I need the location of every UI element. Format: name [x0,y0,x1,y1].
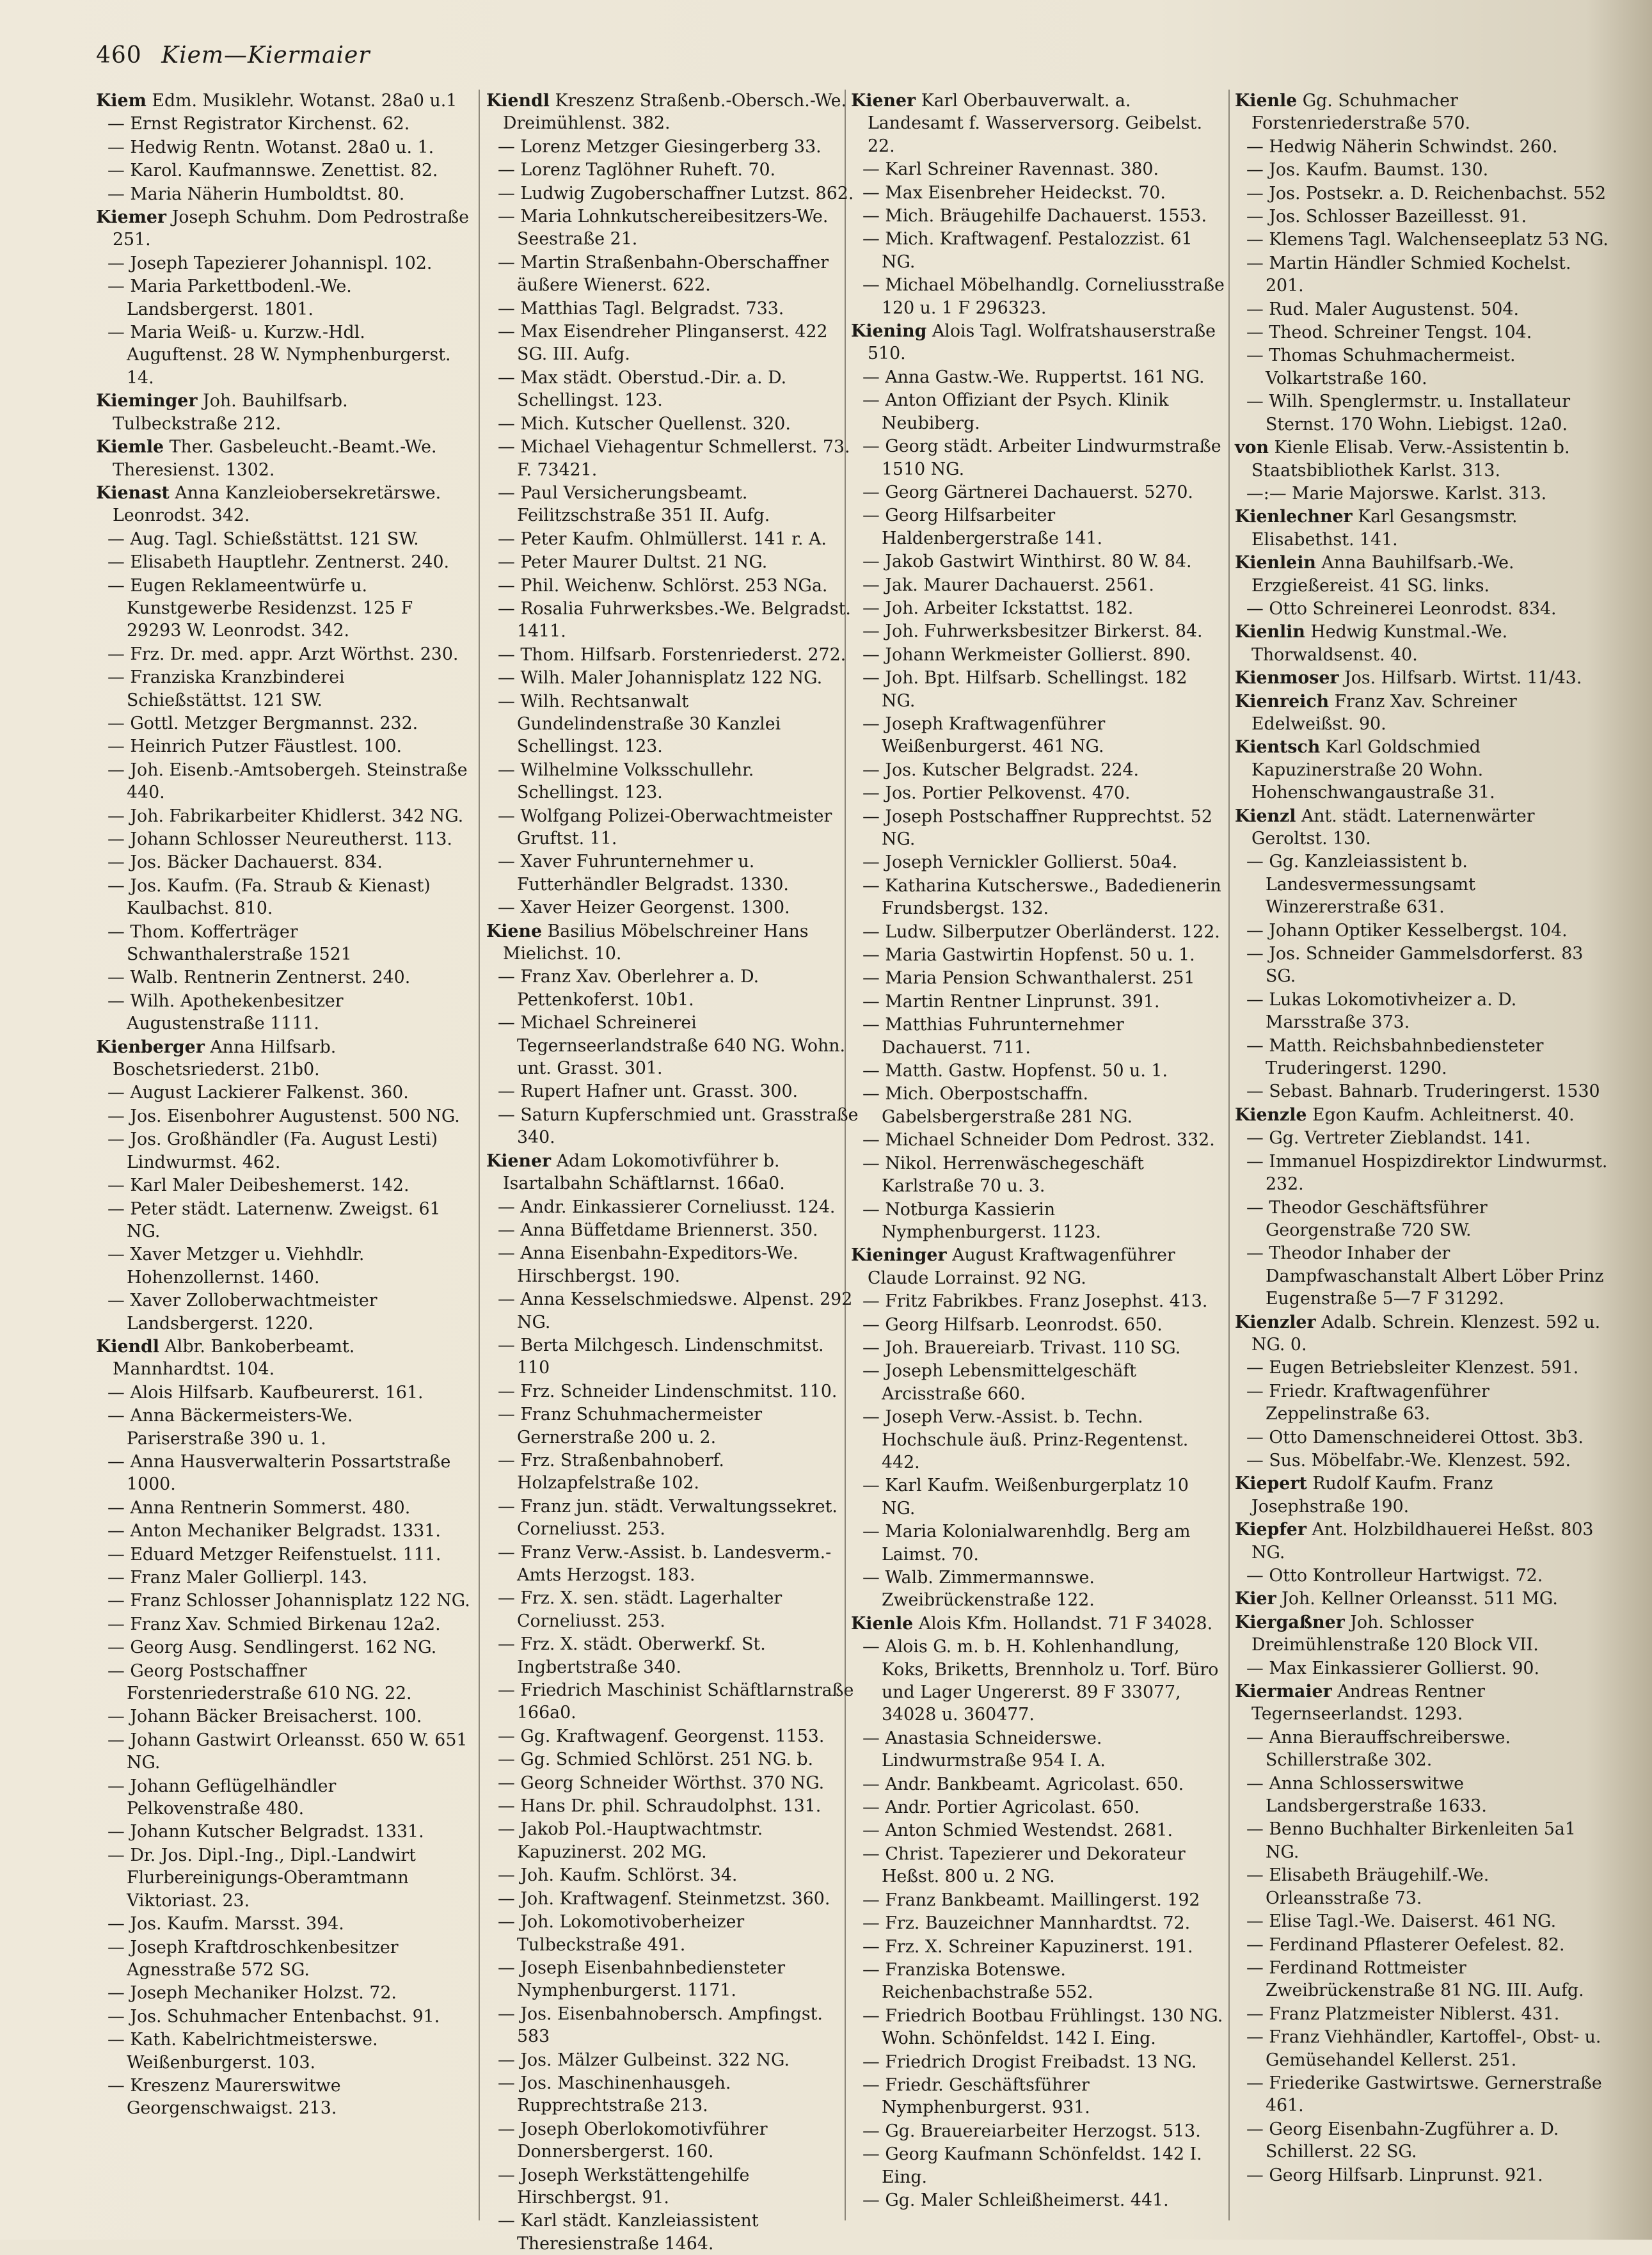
directory-entry: — Karl städt. Kanzleiassistent Theresienstraße 1464. [498,2211,759,2254]
directory-entry: — Georg Hilfsarb. Linprunst. 921. [1246,2165,1543,2185]
directory-entry: — Joseph Lebensmittelgeschäft Arcisstraße 660. [862,1361,1137,1404]
directory-entry: — Joh. Fabrikarbeiter Khidlerst. 342 NG. [107,806,464,826]
directory-entry: — Frz. Dr. med. appr. Arzt Wörthst. 230. [107,644,459,664]
directory-entry: — Elise Tagl.-We. Daiserst. 461 NG. [1246,1911,1557,1932]
directory-entry: — Joseph Kraftwagenführer Weißenburgerst. 461 NG. [862,713,1106,757]
directory-entry: — Wolfgang Polizei-Oberwachtmeister Gruftst. 11. [498,806,832,849]
directory-entry: — Hans Dr. phil. Schraudolphst. 131. [498,1796,822,1817]
directory-entry: — Franziska Botenswe. Reichenbachstraße 552. [862,1959,1093,2003]
directory-entry: — Jos. Kutscher Belgradst. 224. [862,760,1140,780]
directory-entry: — Maria Lohnkutschereibesitzers-We. Seestraße 21. [498,207,829,250]
directory-entry: — Ferdinand Rottmeister Zweibrückenstraße 81 NG. III. Aufg. [1246,1957,1584,2001]
directory-entry: — Karl Maler Deibeshemerst. 142. [107,1175,409,1196]
directory-entry: — Aug. Tagl. Schießstättst. 121 SW. [107,529,419,549]
directory-entry: — Peter Kaufm. Ohlmüllerst. 141 r. A. [498,529,827,549]
directory-entry-head: Kienzler Adalb. Schrein. Klenzest. 592 u. NG. 0. [1235,1312,1601,1355]
directory-entry: — Peter Maurer Dultst. 21 NG. [498,552,768,573]
column-divider [1228,90,1230,2220]
directory-entry: — Max Eisendreher Plinganserst. 422 SG. III. Aufg. [498,322,828,365]
directory-entry-head: Kienzl Ant. städt. Laternenwärter Geroltst. 130. [1235,806,1535,849]
directory-entry: — Notburga Kassierin Nymphenburgerst. 1123. [862,1199,1101,1242]
directory-entry: — Joseph Vernickler Gollierst. 50a4. [862,852,1178,873]
directory-entry: — Frz. X. städt. Oberwerkf. St. Ingbertstraße 340. [498,1634,766,1677]
directory-entry: — Heinrich Putzer Fäustlest. 100. [107,737,402,757]
directory-entry: — Theod. Schreiner Tengst. 104. [1246,323,1532,343]
directory-entry: — Otto Kontrolleur Hartwigst. 72. [1246,1566,1543,1586]
directory-entry: — Wilhelmine Volksschullehr. Schellingst. 123. [498,760,754,803]
directory-entry: — Franz Viehhändler, Kartoffel-, Obst- u. Gemüsehandel Kellerst. 251. [1246,2027,1601,2070]
directory-entry: — Jos. Großhändler (Fa. August Lesti) Lindwurmst. 462. [107,1129,438,1172]
directory-entry: — Joh. Fuhrwerksbesitzer Birkerst. 84. [862,621,1203,642]
directory-entry: — Frz. Straßenbahnoberf. Holzapfelstraße 102. [498,1450,724,1494]
directory-entry: — Georg Postschaffner Forstenriederstraße 610 NG. 22. [107,1661,412,1704]
directory-entry: — Gg. Maler Schleißheimerst. 441. [862,2190,1169,2210]
directory-entry: — Frz. Bauzeichner Mannhardtst. 72. [862,1913,1191,1934]
directory-entry-head: Kiener Karl Oberbauverwalt. a. Landesamt f. Wasserversorg. Geibelst. 22. [851,91,1202,156]
directory-entry: — Karl Kaufm. Weißenburgerplatz 10 NG. [862,1476,1189,1518]
directory-entry: — Joseph Tapezierer Johannispl. 102. [107,253,433,273]
directory-entry: — Walb. Zimmermannswe. Zweibrückenstraße 122. [862,1568,1095,1611]
directory-entry: — Andr. Einkassierer Corneliusst. 124. [498,1197,836,1217]
directory-entry: — Ferdinand Pflasterer Oefelest. 82. [1246,1934,1565,1955]
directory-entry: — Jakob Gastwirt Winthirst. 80 W. 84. [862,552,1192,572]
directory-entry: — Jos. Postsekr. a. D. Reichenbachst. 552 [1246,183,1606,203]
directory-entry: — Gg. Kraftwagenf. Georgenst. 1153. [498,1726,825,1746]
directory-entry: — Eugen Reklameentwürfe u. Kunstgewerbe Residenzst. 125 F 29293 W. Leonrodst. 342. [107,575,413,641]
directory-entry: — Matth. Gastw. Hopfenst. 50 u. 1. [862,1061,1168,1081]
directory-entry: — Jos. Portier Pelkovenst. 470. [862,783,1131,804]
directory-entry: — Lukas Lokomotivheizer a. D. Marsstraße 373. [1246,989,1517,1033]
directory-entry: — Anna Bäckermeisters-We. Pariserstraße 390 u. 1. [107,1406,353,1449]
directory-entry-head: Kiepert Rudolf Kaufm. Franz Josephstraße 190. [1235,1474,1493,1517]
directory-entry-head: Kiepfer Ant. Holzbildhauerei Heßst. 803 NG. [1235,1520,1594,1563]
directory-entry: — Johann Bäcker Breisacherst. 100. [107,1707,422,1727]
directory-entry: — Anna Bierauffschreiberswe. Schillerstraße 302. [1246,1727,1511,1771]
directory-entry-head: Kienberger Anna Hilfsarb. Boschetsriederst. 21b0. [96,1037,337,1080]
directory-entry: — Ludw. Silberputzer Oberländerst. 122. [862,921,1220,942]
directory-entry: — Anna Rentnerin Sommerst. 480. [107,1497,411,1518]
directory-entry: — Joseph Oberlokomotivführer Donnersbergerst. 160. [498,2119,768,2162]
directory-entry: — Immanuel Hospizdirektor Lindwurmst. 232. [1246,1151,1608,1195]
directory-entry: — Benno Buchhalter Birkenleiten 5a1 NG. [1246,1819,1576,1862]
directory-entry: — Friedrich Bootbau Frühlingst. 130 NG. Wohn. Schönfeldst. 142 I. Eing. [862,2005,1223,2049]
directory-entry: — Franz Platzmeister Niblerst. 431. [1246,2004,1560,2024]
directory-entry: — Max Eisenbreher Heideckst. 70. [862,182,1166,203]
directory-entry: — Joh. Arbeiter Ickstattst. 182. [862,598,1134,618]
directory-entry: — Phil. Weichenw. Schlörst. 253 NGa. [498,575,828,596]
directory-entry-head: Kiem Edm. Musiklehr. Wotanst. 28a0 u.1 [96,91,457,111]
directory-entry: — Georg Hilfsarbeiter Haldenbergerstraße 141. [862,506,1103,548]
directory-entry: — Ernst Registrator Kirchenst. 62. [107,114,410,134]
directory-entry-head: Kienlin Hedwig Kunstmal.-We. Thorwaldsenst. 40. [1235,622,1508,665]
directory-entry: — Georg Schneider Wörthst. 370 NG. [498,1773,825,1793]
directory-entry: — Maria Weiß- u. Kurzw.-Hdl. Auguftenst. 28 W. Nymphenburgerst. 14. [107,323,451,388]
directory-entry-head: Kiemer Joseph Schuhm. Dom Pedrostraße 251. [96,207,469,250]
directory-entry: — Rud. Maler Augustenst. 504. [1246,299,1519,319]
directory-entry: — Max städt. Oberstud.-Dir. a. D. Schellingst. 123. [498,367,787,411]
directory-entry-head: Kiemle Ther. Gasbeleucht.-Beamt.-We. Theresienst. 1302. [96,437,437,480]
directory-entry: — Johann Gastwirt Orleansst. 650 W. 651 NG. [107,1730,468,1773]
directory-entry: — Joseph Postschaffner Rupprechtst. 52 NG. [862,806,1212,849]
directory-entry: — Wilh. Maler Johannisplatz 122 NG. [498,668,823,689]
directory-entry: — Dr. Jos. Dipl.-Ing., Dipl.-Landwirt Flurbereinigungs-Oberamtmann Viktoriast. 23. [107,1845,416,1911]
directory-entry: — Johann Werkmeister Gollierst. 890. [862,644,1191,665]
directory-entry: — Jos. Eisenbohrer Augustenst. 500 NG. [107,1106,460,1126]
directory-entry: — Sebast. Bahnarb. Truderingerst. 1530 [1246,1081,1600,1102]
directory-entry: — Anton Offiziant der Psych. Klinik Neubiberg. [862,390,1169,433]
directory-entry: — Paul Versicherungsbeamt. Feilitzschstraße 351 II. Aufg. [498,482,770,526]
directory-entry: — Anna Hausverwalterin Possartstraße 1000. [107,1451,451,1495]
directory-entry: — Jos. Schneider Gammelsdorferst. 83 SG. [1246,944,1584,987]
directory-entry: — Thom. Hilfsarb. Forstenriederst. 272. [498,644,846,665]
directory-entry: — Joh. Brauereiarb. Trivast. 110 SG. [862,1337,1181,1358]
directory-entry: — Franz Xav. Oberlehrer a. D. Pettenkoferst. 10b1. [498,967,759,1010]
page-range: Kiem—Kiermaier [161,42,370,68]
directory-entry: — Franz Bankbeamt. Maillingerst. 192 [862,1890,1200,1910]
directory-entry: — Nikol. Herrenwäschegeschäft Karlstraße 70 u. 3. [862,1153,1144,1197]
directory-entry: — August Lackierer Falkenst. 360. [107,1083,409,1103]
directory-entry: — Anton Schmied Westendst. 2681. [862,1821,1173,1841]
directory-entry: — Georg Gärtnerei Dachauerst. 5270. [862,482,1193,502]
directory-entry: — Kath. Kabelrichtmeisterswe. Weißenburgerst. 103. [107,2030,378,2073]
directory-entry: — Jos. Eisenbahnobersch. Ampfingst. 583 [498,2004,823,2047]
directory-entry: — Martin Händler Schmied Kochelst. 201. [1246,253,1571,296]
directory-entry: — Anna Gastw.-We. Ruppertst. 161 NG. [862,367,1205,387]
directory-entry-head: Kientsch Karl Goldschmied Kapuzinerstraße 20 Wohn. Hohenschwangaustraße 31. [1235,737,1495,803]
directory-entry: — Xaver Fuhrunternehmer u. Futterhändler Belgradst. 1330. [498,852,789,895]
page-header [96,42,370,78]
directory-entry: — Klemens Tagl. Walchenseeplatz 53 NG. [1246,230,1608,250]
directory-entry: — Joh. Kraftwagenf. Steinmetzst. 360. [498,1888,830,1909]
directory-entry-head: Kieninger August Kraftwagenführer Claude Lorrainst. 92 NG. [851,1245,1175,1288]
directory-entry: — Andr. Bankbeamt. Agricolast. 650. [862,1774,1184,1794]
directory-entry: — Martin Straßenbahn-Oberschaffner äußere Wienerst. 622. [498,252,829,296]
column-3 [851,90,1225,2227]
directory-entry: — Otto Schreinerei Leonrodst. 834. [1246,598,1557,619]
directory-entry: — Franz Verw.-Assist. b. Landesverm.-Amts Herzogst. 183. [498,1542,832,1585]
directory-entry: — Franz jun. städt. Verwaltungssekret. Corneliusst. 253. [498,1496,838,1540]
directory-entry-head: Kienast Anna Kanzleiobersekretärswe. Leonrodst. 342. [96,482,441,526]
directory-entry-head: Kienle Gg. Schuhmacher Forstenriederstraße 570. [1235,91,1471,134]
directory-entry: — Lorenz Metzger Giesingerberg 33. [498,136,822,157]
directory-entry: — Hedwig Näherin Schwindst. 260. [1246,136,1558,157]
directory-entry: — Maria Parkettbodenl.-We. Landsbergerst. 1801. [107,276,352,319]
directory-entry-head: Kiendl Kreszenz Straßenb.-Obersch.-We. Dreimühlenst. 382. [486,91,847,134]
directory-entry: — Mich. Bräugehilfe Dachauerst. 1553. [862,206,1207,227]
directory-entry: — Johann Schlosser Neureutherst. 113. [107,829,452,849]
directory-entry: — Franz Maler Gollierpl. 143. [107,1568,368,1588]
directory-entry: — Peter städt. Laternenw. Zweigst. 61 NG. [107,1199,441,1241]
directory-entry: — Jos. Maschinenhausgeh. Rupprechtstraße 213. [498,2073,731,2116]
directory-entry: — Friedrich Drogist Freibadst. 13 NG. [862,2052,1197,2072]
directory-entry: — Katharina Kutscherswe., Badedienerin Frundsbergst. 132. [862,875,1221,919]
directory-entry: — Joh. Lokomotivoberheizer Tulbeckstraße 491. [498,1912,745,1955]
directory-entry-head: Kienmoser Jos. Hilfsarb. Wirtst. 11/43. [1235,668,1582,689]
directory-entry: — Saturn Kupferschmied unt. Grasstraße 340. [498,1104,859,1148]
directory-entry: — Georg Kaufmann Schönfeldst. 142 I. Eing. [862,2144,1202,2187]
directory-entry-head: Kiener Adam Lokomotivführer b. Isartalbahn Schäftlarnst. 166a0. [486,1151,785,1194]
directory-entry: — Friederike Gastwirtswe. Gernerstraße 461. [1246,2073,1602,2116]
directory-entry: — Frz. X. Schreiner Kapuzinerst. 191. [862,1936,1193,1957]
directory-entry: — Maria Pension Schwanthalerst. 251 [862,968,1195,989]
directory-entry: — Joh. Eisenb.-Amtsobergeh. Steinstraße 440. [107,760,468,803]
directory-entry: — Anna Eisenbahn-Expeditors-We. Hirschbergst. 190. [498,1243,798,1286]
directory-entry: — Jos. Mälzer Gulbeinst. 322 NG. [498,2050,790,2070]
directory-entry: — Alois G. m. b. H. Kohlenhandlung, Koks, Briketts, Brennholz u. Torf. Büro und Lager Ungererst. 89 F 33077, 34028 u. 360477. [862,1637,1219,1725]
directory-entry: — Jos. Bäcker Dachauerst. 834. [107,852,383,873]
directory-entry: — Franz Schuhmachermeister Gernerstraße 200 u. 2. [498,1405,763,1447]
directory-entry: — Rupert Hafner unt. Grasst. 300. [498,1081,798,1102]
directory-entry: — Maria Kolonialwarenhdlg. Berg am Laimst. 70. [862,1522,1191,1565]
directory-entry: — Eugen Betriebsleiter Klenzest. 591. [1246,1358,1579,1378]
directory-entry: — Hedwig Rentn. Wotanst. 28a0 u. 1. [107,137,434,157]
directory-entry: — Lorenz Taglöhner Ruheft. 70. [498,160,776,180]
directory-entry: — Joh. Bpt. Hilfsarb. Schellingst. 182 NG. [862,668,1187,711]
directory-entry: — Georg Hilfsarb. Leonrodst. 650. [862,1314,1163,1335]
directory-entry: — Jakob Pol.-Hauptwachtmstr. Kapuzinerst. 202 MG. [498,1819,763,1862]
directory-entry-head: Kienlein Anna Bauhilfsarb.-We. Erzgießereist. 41 SG. links. [1235,553,1514,596]
directory-entry: — Rosalia Fuhrwerksbes.-We. Belgradst. 1411. [498,598,851,642]
directory-entry: — Matthias Fuhrunternehmer Dachauerst. 711. [862,1015,1124,1058]
directory-entry: — Joseph Kraftdroschkenbesitzer Agnesstraße 572 SG. [107,1937,399,1980]
directory-entry-head: Kieminger Joh. Bauhilfsarb. Tulbeckstraße 212. [96,391,348,434]
directory-entry: — Elisabeth Bräugehilf.-We. Orleansstraße 73. [1246,1865,1489,1908]
directory-entry: — Johann Kutscher Belgradst. 1331. [107,1822,424,1842]
directory-entry: — Walb. Rentnerin Zentnerst. 240. [107,968,411,988]
directory-entry: — Theodor Inhaber der Dampfwaschanstalt Albert Löber Prinz Eugenstraße 5—7 F 31292. [1246,1243,1604,1309]
directory-entry: — Wilh. Apothekenbesitzer Augustenstraße 1111. [107,991,344,1034]
directory-entry-head: Kiening Alois Tagl. Wolfratshauserstraße 510. [851,321,1216,364]
directory-entry: — Andr. Portier Agricolast. 650. [862,1797,1140,1818]
directory-entry: — Mich. Oberpostschaffn. Gabelsbergerstraße 281 NG. [862,1084,1133,1127]
directory-entry: — Wilh. Spenglermstr. u. Installateur Sternst. 170 Wohn. Liebigst. 12a0. [1246,392,1571,434]
directory-entry: — Max Einkassierer Gollierst. 90. [1246,1658,1539,1678]
directory-entry: —:— Marie Majorswe. Karlst. 313. [1246,483,1547,504]
directory-entry: — Mich. Kutscher Quellenst. 320. [498,413,791,434]
directory-entry: — Gg. Brauereiarbeiter Herzogst. 513. [862,2121,1201,2141]
directory-entry: — Alois Hilfsarb. Kaufbeurerst. 161. [107,1382,424,1403]
directory-entry: — Anna Kesselschmiedswe. Alpenst. 292 NG. [498,1289,853,1332]
directory-entry: — Johann Geflügelhändler Pelkovenstraße 480. [107,1776,337,1819]
directory-entry: — Xaver Heizer Georgenst. 1300. [498,898,790,918]
directory-entry: — Mich. Kraftwagenf. Pestalozzist. 61 NG. [862,229,1193,272]
directory-entry-head: Kienlechner Karl Gesangsmstr. Elisabethst. 141. [1235,507,1518,550]
directory-entry: — Franz Xav. Schmied Birkenau 12a2. [107,1614,441,1634]
directory-entry: — Frz. Schneider Lindenschmitst. 110. [498,1381,838,1401]
directory-entry: — Joseph Werkstättengehilfe Hirschbergst. 91. [498,2165,750,2208]
directory-entry-head: Kienreich Franz Xav. Schreiner Edelweißst. 90. [1235,691,1517,734]
directory-entry: — Thom. Kofferträger Schwanthalerstraße 1521 [107,921,352,965]
directory-entry: — Joh. Kaufm. Schlörst. 34. [498,1865,738,1886]
directory-entry: — Otto Damenschneiderei Ottost. 3b3. [1246,1427,1584,1447]
directory-entry: — Michael Viehagentur Schmellerst. 73. F. 73421. [498,437,850,480]
directory-entry: — Gg. Kanzleiassistent b. Landesvermessungsamt Winzererstraße 631. [1246,852,1475,918]
directory-entry-head: Kiene Basilius Möbelschreiner Hans Mielichst. 10. [486,921,809,964]
directory-entry: — Thomas Schuhmachermeist. Volkartstraße 160. [1246,346,1516,388]
directory-entry: — Georg Eisenbahn-Zugführer a. D. Schillerst. 22 SG. [1246,2119,1559,2162]
directory-entry: — Friedr. Geschäftsführer Nymphenburgerst. 931. [862,2075,1090,2118]
directory-entry: — Michael Schreinerei Tegernseerlandstraße 640 NG. Wohn. unt. Grasst. 301. [498,1013,846,1079]
column-2 [486,90,861,2254]
directory-entry: — Frz. X. sen. städt. Lagerhalter Corneliusst. 253. [498,1588,782,1631]
directory-entry: — Ludwig Zugoberschaffner Lutzst. 862. [498,183,854,203]
directory-entry: — Christ. Tapezierer und Dekorateur Heßst. 800 u. 2 NG. [862,1844,1186,1887]
column-4 [1235,90,1609,2227]
directory-entry: — Anton Mechaniker Belgradst. 1331. [107,1521,441,1542]
directory-entry: — Joseph Mechaniker Holzst. 72. [107,1983,397,2004]
directory-entry-head: von Kienle Elisab. Verw.-Assistentin b. Staatsbibliothek Karlst. 313. [1235,438,1570,481]
directory-entry: — Fritz Fabrikbes. Franz Josephst. 413. [862,1291,1208,1312]
column-1 [96,90,470,2227]
directory-entry: — Elisabeth Hauptlehr. Zentnerst. 240. [107,552,450,573]
directory-entry: — Johann Optiker Kesselbergst. 104. [1246,920,1568,941]
directory-entry: — Anna Büffetdame Briennerst. 350. [498,1220,818,1240]
directory-entry: — Karl Schreiner Ravennast. 380. [862,159,1159,180]
directory-entry: — Jos. Kaufm. Marsst. 394. [107,1914,344,1934]
directory-entry: — Gottl. Metzger Bergmannst. 232. [107,713,418,733]
directory-entry: — Friedrich Maschinist Schäftlarnstraße 166a0. [498,1680,854,1723]
directory-entry: — Jos. Schuhmacher Entenbachst. 91. [107,2006,440,2027]
directory-entry: — Jos. Kaufm. (Fa. Straub & Kienast) Kaulbachst. 810. [107,875,431,919]
directory-entry: — Joseph Eisenbahnbediensteter Nymphenburgerst. 1171. [498,1957,786,2001]
directory-entry: — Franziska Kranzbinderei Schießstättst. 121 SW. [107,667,345,710]
directory-entry: — Matth. Reichsbahnbediensteter Truderingerst. 1290. [1246,1035,1544,1079]
directory-entry: — Theodor Geschäftsführer Georgenstraße 720 SW. [1246,1197,1488,1240]
directory-entry: — Martin Rentner Linprunst. 391. [862,991,1160,1012]
directory-entry-head: Kienzle Egon Kaufm. Achleitnerst. 40. [1235,1104,1575,1125]
directory-entry-head: Kier Joh. Kellner Orleansst. 511 MG. [1235,1589,1558,1609]
directory-entry: — Xaver Zolloberwachtmeister Landsbergerst. 1220. [107,1291,377,1334]
directory-entry: — Georg städt. Arbeiter Lindwurmstraße 1510 NG. [862,436,1221,479]
directory-entry: — Maria Näherin Humboldtst. 80. [107,184,405,204]
directory-entry: — Jos. Kaufm. Baumst. 130. [1246,160,1489,180]
directory-entry: — Karol. Kaufmannswe. Zenettist. 82. [107,161,438,181]
directory-entry: — Friedr. Kraftwagenführer Zeppelinstraße 63. [1246,1381,1489,1424]
directory-entry: — Eduard Metzger Reifenstuelst. 111. [107,1544,441,1565]
directory-entry: — Jos. Schlosser Bazeillesst. 91. [1246,207,1527,227]
directory-entry: — Matthias Tagl. Belgradst. 733. [498,298,784,319]
directory-entry-head: Kienle Alois Kfm. Hollandst. 71 F 34028. [851,1613,1213,1634]
directory-entry: — Gg. Schmied Schlörst. 251 NG. b. [498,1749,814,1770]
directory-entry: — Franz Schlosser Johannisplatz 122 NG. [107,1591,470,1611]
directory-entry-head: Kiermaier Andreas Rentner Tegernseerlandst. 1293. [1235,1682,1485,1725]
directory-entry: — Wilh. Rechtsanwalt Gundelindenstraße 30 Kanzlei Schellingst. 123. [498,691,781,757]
directory-entry-head: Kiergaßner Joh. Schlosser Dreimühlenstraße 120 Block VII. [1235,1612,1539,1655]
directory-entry: — Michael Möbelhandlg. Corneliusstraße 120 u. 1 F 296323. [862,275,1225,318]
directory-entry: — Kreszenz Maurerswitwe Georgenschwaigst. 213. [107,2075,341,2119]
directory-entry: — Joseph Verw.-Assist. b. Techn. Hochschule äuß. Prinz-Regentenst. 442. [862,1407,1189,1472]
directory-entry: — Sus. Möbelfabr.-We. Klenzest. 592. [1246,1450,1571,1470]
directory-entry: — Anna Schlosserswitwe Landsbergerstraße 1633. [1246,1773,1487,1817]
directory-entry: — Gg. Vertreter Zieblandst. 141. [1246,1128,1531,1149]
directory-entry: — Georg Ausg. Sendlingerst. 162 NG. [107,1637,437,1658]
directory-entry: — Jak. Maurer Dachauerst. 2561. [862,575,1154,595]
page-number: 460 [96,42,142,68]
directory-entry-head: Kiendl Albr. Bankoberbeamt. Mannhardtst. 104. [96,1336,355,1380]
directory-entry: — Michael Schneider Dom Pedrost. 332. [862,1130,1215,1151]
column-divider [479,90,480,2220]
directory-entry: — Xaver Metzger u. Viehhdlr. Hohenzollernst. 1460. [107,1245,365,1287]
directory-entry: — Berta Milchgesch. Lindenschmitst. 110 [498,1335,824,1378]
directory-entry: — Anastasia Schneiderswe. Lindwurmstraße 954 I. A. [862,1728,1106,1771]
directory-entry: — Maria Gastwirtin Hopfenst. 50 u. 1. [862,945,1195,966]
